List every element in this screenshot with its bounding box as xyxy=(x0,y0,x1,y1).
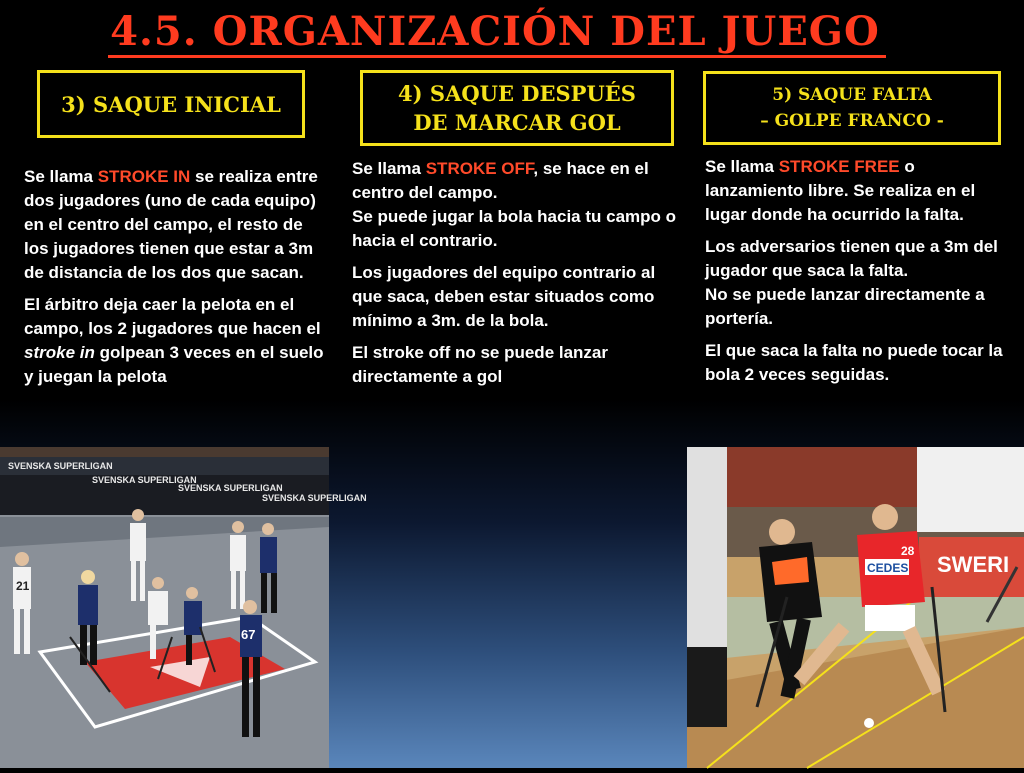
banner-4: SVENSKA SUPERLIGAN xyxy=(262,493,367,503)
sponsor-cedes: CEDES xyxy=(867,561,909,575)
paragraph-text: Se llama xyxy=(24,167,98,186)
paragraph-text: El árbitro deja caer la pelota en el campo, los 2 jugadores que hacen el xyxy=(24,295,321,338)
paragraph-text: o lanzamiento libre. Se realiza en el lugar donde ha ocurrido la falta. xyxy=(705,157,976,224)
banner-3: SVENSKA SUPERLIGAN xyxy=(178,483,283,493)
jersey-number-21: 21 xyxy=(16,579,30,593)
page-title: 4.5. ORGANIZACIÓN DEL JUEGO xyxy=(110,8,880,55)
paragraph-text: El que saca la falta no puede tocar la bola 2 veces seguidas. xyxy=(705,341,1003,384)
section-paragraph xyxy=(24,165,329,285)
section-paragraph xyxy=(352,341,682,389)
paragraph-text: golpean 3 veces en el suelo y juegan la pelota xyxy=(24,343,324,386)
paragraph-text: No se puede lanzar directamente a portería. xyxy=(705,285,985,328)
section-heading-text xyxy=(398,79,636,137)
section-heading-saque-falta xyxy=(703,71,1001,145)
heading-line: 3) SAQUE INICIAL xyxy=(61,91,281,117)
banner-1: SVENSKA SUPERLIGAN xyxy=(8,461,113,471)
section-paragraph xyxy=(705,339,1015,387)
title-underline xyxy=(108,55,886,58)
section-paragraph xyxy=(705,155,1015,227)
section-text-saque-inicial xyxy=(24,165,329,397)
paragraph-text: El stroke off no se puede lanzar directamente a gol xyxy=(352,343,609,386)
heading-line: DE MARCAR GOL xyxy=(413,110,621,135)
heading-line: 4) SAQUE DESPUÉS xyxy=(398,81,636,106)
heading-line: 5) SAQUE FALTA xyxy=(772,85,932,105)
paragraph-text: se realiza entre dos jugadores (uno de cada equipo) en el centro del campo, el resto de los jugadores tienen que estar a 3m de distancia de los dos que sacan. xyxy=(24,167,318,282)
section-text-saque-despues-gol xyxy=(352,157,682,397)
highlighted-term: STROKE OFF xyxy=(425,159,534,178)
paragraph-text: Se puede jugar la bola hacia tu campo o hacia el contrario. xyxy=(352,207,677,250)
paragraph-text: Se llama xyxy=(705,157,779,176)
floorball-match-illustration xyxy=(0,447,367,768)
paragraph-text: Se llama xyxy=(352,159,426,178)
section-text-saque-falta xyxy=(705,155,1015,395)
section-paragraph xyxy=(352,261,682,333)
jersey-number-28: 28 xyxy=(901,544,915,558)
paragraph-text: Los jugadores del equipo contrario al que saca, deben estar situados como mínimo a 3m. de la bola. xyxy=(352,263,656,330)
floorball-match-photo xyxy=(0,447,367,768)
paragraph-text: , se hace en el centro del campo. xyxy=(352,159,649,202)
paragraph-text: Los adversarios tienen que a 3m del jugador que saca la falta. xyxy=(705,237,998,280)
section-heading-saque-despues-gol xyxy=(360,70,674,146)
sponsor-sweri: SWERI xyxy=(937,552,1010,577)
banner-2: SVENSKA SUPERLIGAN xyxy=(92,475,197,485)
section-paragraph xyxy=(352,157,682,253)
section-heading-saque-inicial xyxy=(37,70,305,138)
highlighted-term: STROKE FREE xyxy=(778,157,900,176)
italic-term: stroke in xyxy=(24,343,95,362)
section-heading-text xyxy=(760,82,944,134)
section-heading-text xyxy=(61,92,281,117)
stroke-free-duel-photo xyxy=(687,447,1024,768)
section-paragraph xyxy=(705,235,1015,331)
section-paragraph xyxy=(24,293,329,389)
heading-line: – GOLPE FRANCO - xyxy=(760,111,944,131)
stroke-free-duel-illustration xyxy=(687,447,1024,768)
highlighted-term: STROKE IN xyxy=(97,167,191,186)
jersey-number-67: 67 xyxy=(241,627,256,642)
